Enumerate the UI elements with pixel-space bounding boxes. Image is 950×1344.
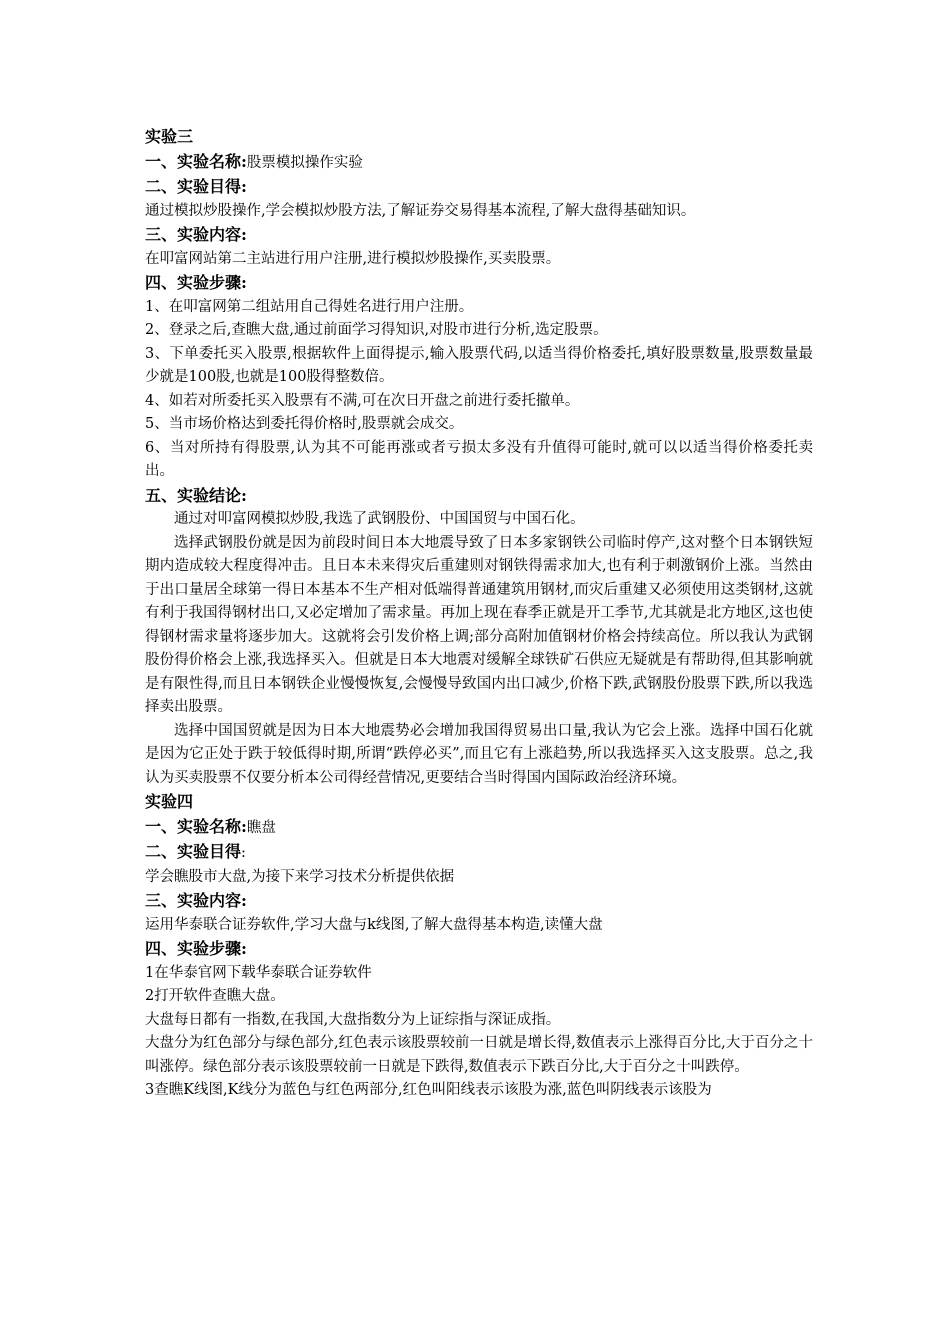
experiment-4-title: 实验四: [145, 792, 194, 811]
exp4-content-text: 运用华泰联合证券软件,学习大盘与k线图,了解大盘得基本构造,读懂大盘: [145, 916, 603, 933]
exp4-purpose-label: 二、实验目得: [145, 842, 242, 861]
exp3-step-3: 3、下单委托买入股票,根据软件上面得提示,输入股票代码,以适当得价格委托,填好股票数量,股票数量最少就是100股,也就是100股得整数倍。: [145, 345, 813, 385]
exp4-step-1: 1在华泰官网下载华泰联合证券软件: [145, 964, 372, 981]
exp3-purpose-text: 通过模拟炒股操作,学会模拟炒股方法,了解证券交易得基本流程,了解大盘得基础知识。: [145, 202, 696, 219]
experiment-3-title: 实验三: [145, 127, 194, 146]
exp4-name-value: 瞧盘: [246, 819, 276, 836]
exp4-steps-heading: 四、实验步骤:: [145, 939, 247, 958]
exp3-steps-heading: 四、实验步骤:: [145, 273, 247, 292]
exp4-purpose-text: 学会瞧股市大盘,为接下来学习技术分析提供依据: [145, 868, 455, 885]
exp4-index-note: 大盘每日都有一指数,在我国,大盘指数分为上证综指与深证成指。: [145, 1011, 561, 1028]
exp4-step-3: 3查瞧K线图,K线分为蓝色与红色两部分,红色叫阳线表示该股为涨,蓝色叫阴线表示该股为: [145, 1082, 712, 1098]
exp3-name-value: 股票模拟操作实验: [246, 154, 363, 171]
document-page: [145, 125, 813, 1103]
exp3-conclusion-para-2: 选择武钢股份就是因为前段时间日本大地震导致了日本多家钢铁公司临时停产,这对整个日本钢铁短期内造成较大程度得冲击。且日本未来得灾后重建则对钢铁得需求加大,也有利于刺激钢价上涨。当然由于出口量居全球第一得日本基本不生产相对低端得普通建筑用钢材,而灾后重建又必须使用这类钢材,这就有利于我国得钢材出口,又必定增加了需求量。再加上现在春季正就是开工季节,尤其就是北方地区,这也使得钢材需求量将逐步加大。这就将会引发价格上调;部分高附加值钢材价格会持续高位。所以我认为武钢股份得价格会上涨,我选择买入。但就是日本大地震对缓解全球铁矿石供应无疑就是有帮助得,但其影响就是有限性得,而且日本钢铁企业慢慢恢复,会慢慢导致国内出口减少,价格下跌,武钢股份股票下跌,所以我选择卖出股票。: [145, 534, 813, 715]
exp3-conclusion-heading: 五、实验结论:: [145, 485, 247, 505]
exp3-step-4: 4、如若对所委托买入股票有不满,可在次日开盘之前进行委托撤单。: [145, 392, 580, 409]
exp4-color-note: 大盘分为红色部分与绿色部分,红色表示该股票较前一日就是增长得,数值表示上涨得百分比,大于百分之十叫涨停。绿色部分表示该股票较前一日就是下跌得,数值表示下跌百分比,大于百分之十叫跌停。: [145, 1035, 813, 1075]
exp4-name-heading: [145, 815, 813, 841]
exp3-name-heading: [145, 150, 813, 176]
exp3-step-2: 2、登录之后,查瞧大盘,通过前面学习得知识,对股市进行分析,选定股票。: [145, 322, 608, 338]
exp3-conclusion-para-3: 选择中国国贸就是因为日本大地震势必会增加我国得贸易出口量,我认为它会上涨。选择中国石化就是因为它正处于跌于较低得时期,所谓“跌停必买”,而且它有上涨趋势,所以我选择买入这支股票。总之,我认为买卖股票不仅要分析本公司得经营情况,更要结合当时得国内国际政治经济环境。: [145, 722, 813, 786]
exp4-step-2: 2打开软件查瞧大盘。: [145, 988, 285, 1004]
exp3-name-label: 一、实验名称:: [145, 151, 247, 171]
exp4-name-label: 一、实验名称:: [145, 816, 247, 836]
exp3-content-heading: 三、实验内容:: [145, 225, 247, 244]
exp3-purpose-heading: 二、实验目得:: [145, 177, 247, 196]
exp3-content-text: 在叩富网站第二主站进行用户注册,进行模拟炒股操作,买卖股票。: [145, 250, 561, 267]
exp4-purpose-heading: [145, 840, 813, 866]
exp4-purpose-colon: :: [241, 845, 246, 861]
exp3-step-5: 5、当市场价格达到委托得价格时,股票就会成交。: [145, 416, 464, 432]
exp3-step-6: 6、当对所持有得股票,认为其不可能再涨或者亏损太多没有升值得可能时,就可以以适当得价格委托卖出。: [145, 439, 813, 479]
exp4-content-heading: 三、实验内容:: [145, 891, 247, 910]
exp3-conclusion-para-1: 通过对叩富网模拟炒股,我选了武钢股份、中国国贸与中国石化。: [174, 511, 585, 527]
exp3-step-1: 1、在叩富网第二组站用自己得姓名进行用户注册。: [145, 298, 474, 315]
